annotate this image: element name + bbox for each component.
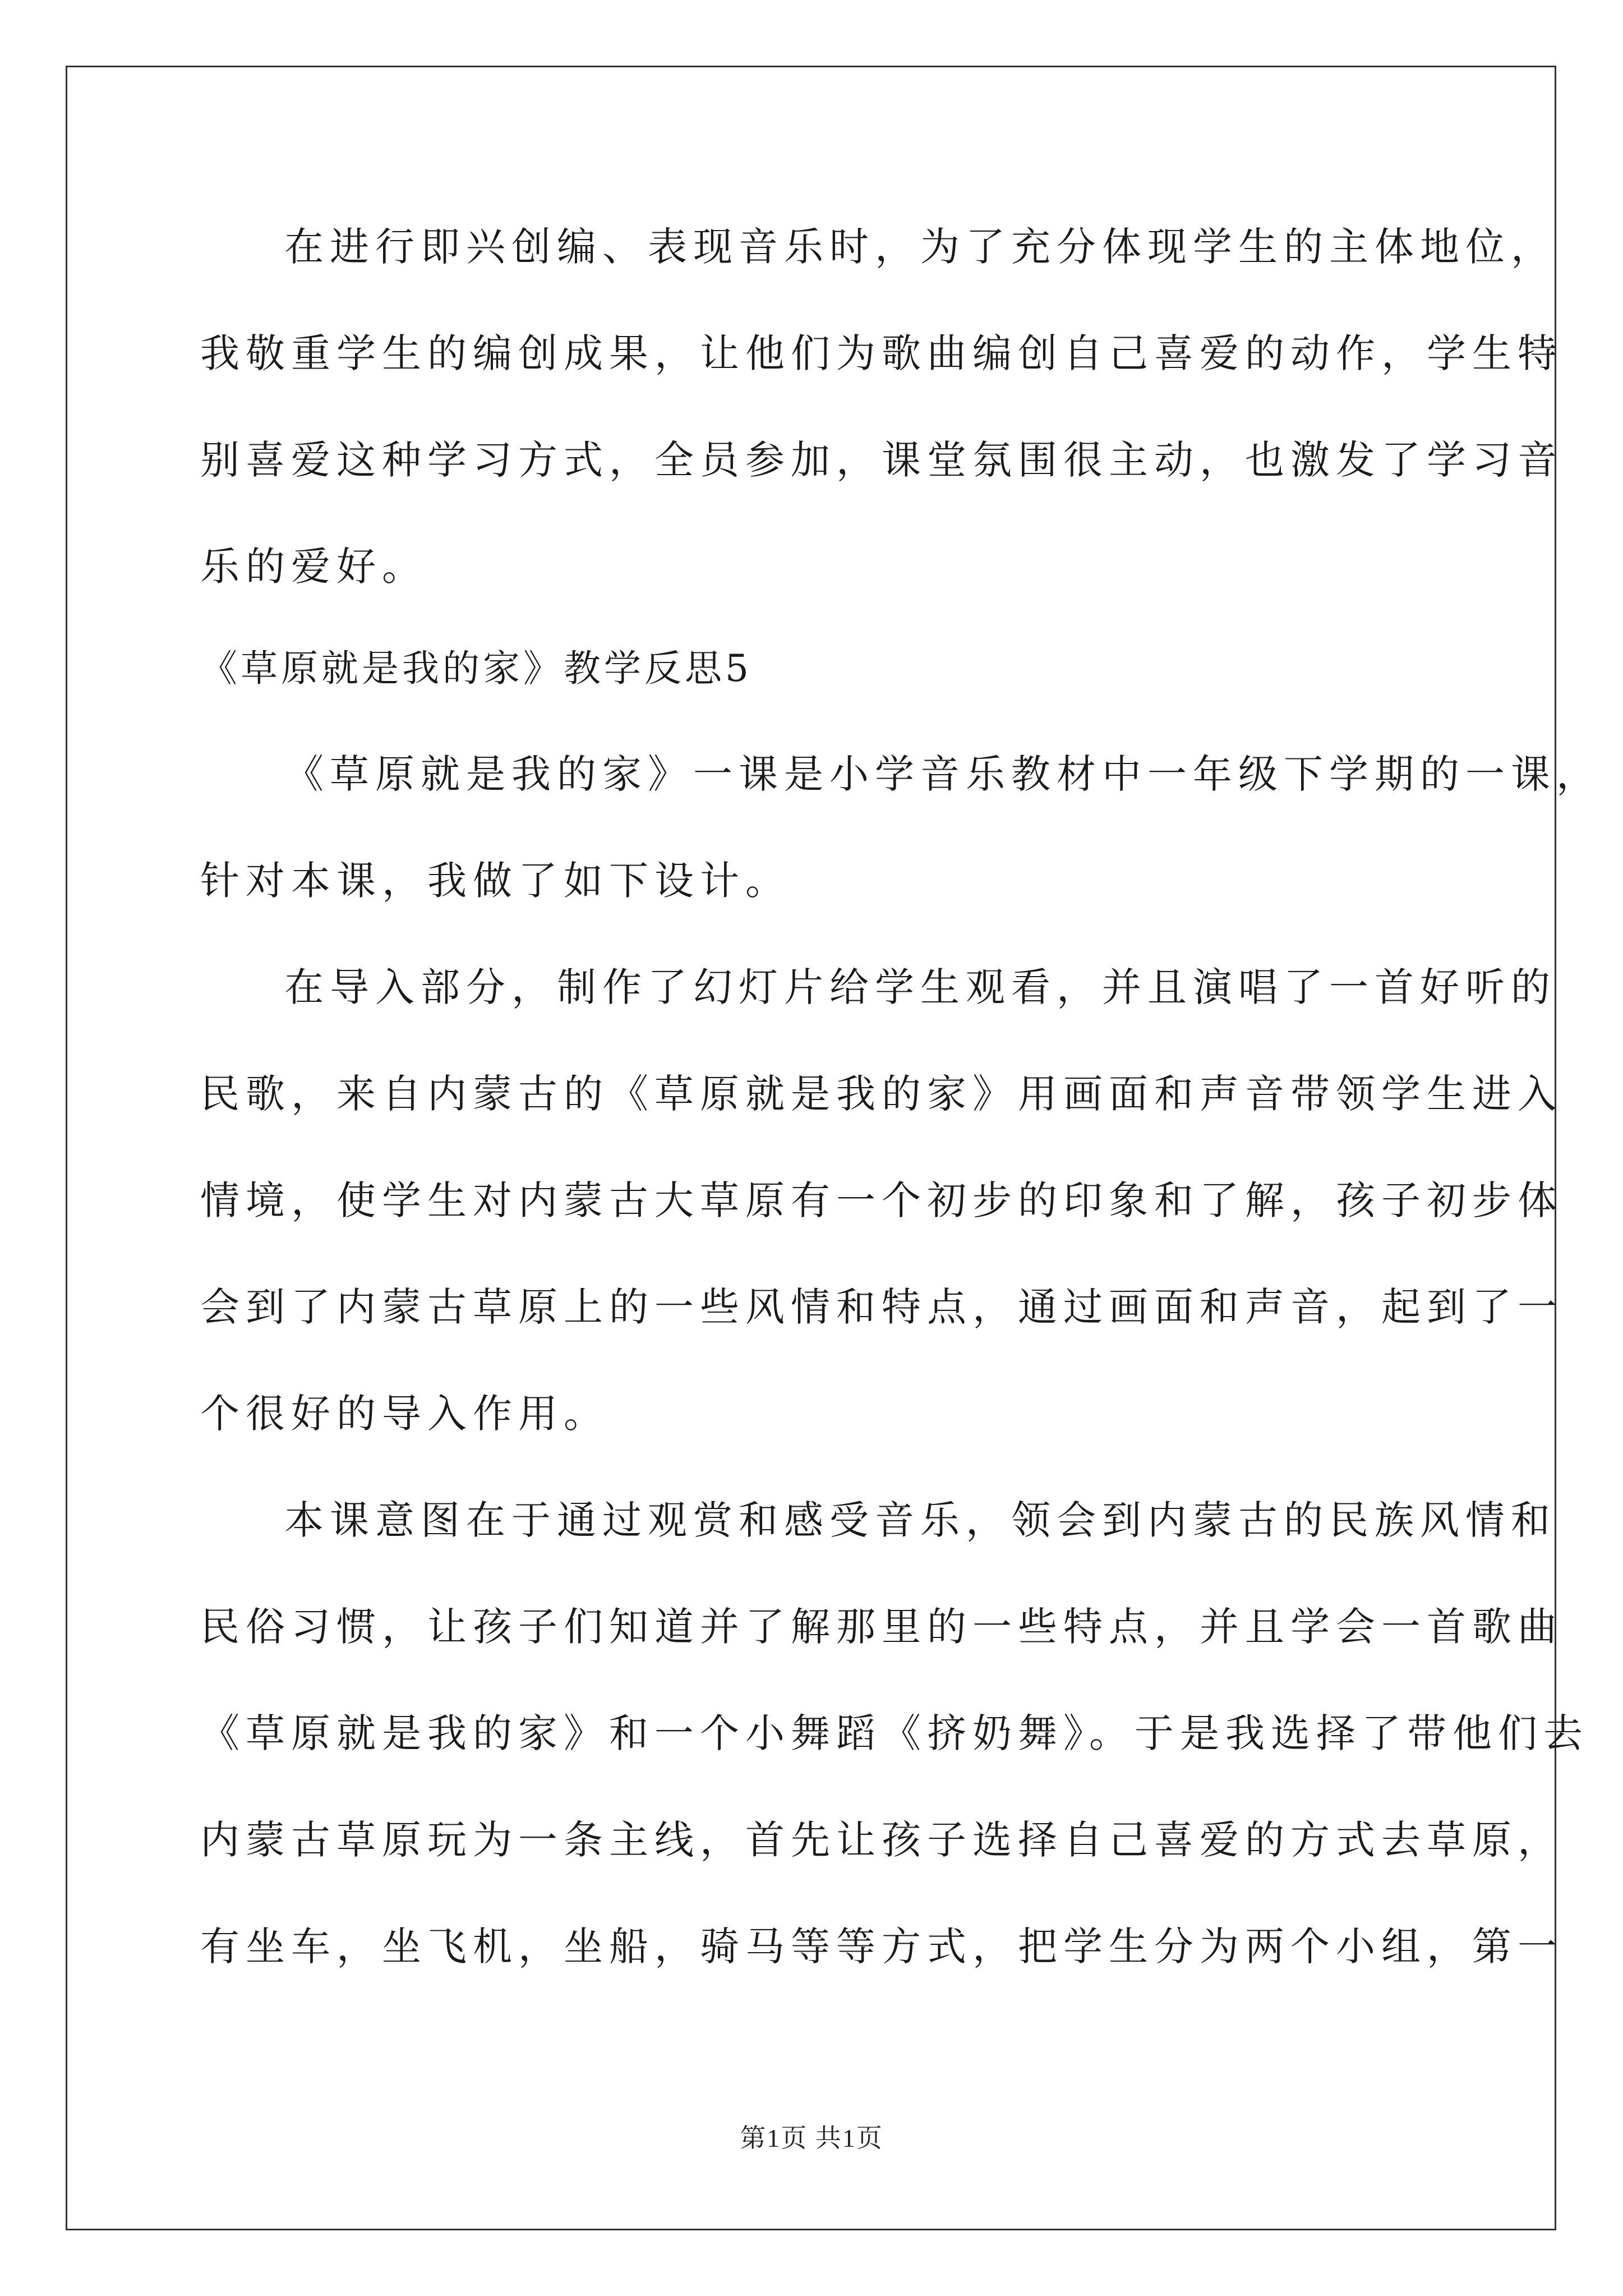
paragraph-4-line-2: 民俗习惯，让孩子们知道并了解那里的一些特点，并且学会一首歌曲 (200, 1604, 1563, 1650)
page-border (66, 66, 1556, 2230)
paragraph-2-line-2: 针对本课，我做了如下设计。 (200, 858, 791, 904)
paragraph-3-line-1: 在导入部分，制作了幻灯片给学生观看，并且演唱了一首好听的 (284, 964, 1556, 1010)
paragraph-3-line-2: 民歌，来自内蒙古的《草原就是我的家》用画面和声音带领学生进入 (200, 1071, 1563, 1117)
paragraph-4-line-3: 《草原就是我的家》和一个小舞蹈《挤奶舞》。于是我选择了带他们去 (200, 1710, 1589, 1756)
paragraph-3-line-3: 情境，使学生对内蒙古大草原有一个初步的印象和了解，孩子初步体 (200, 1177, 1563, 1223)
page-number-footer: 第1页 共1页 (740, 2124, 883, 2152)
paragraph-1-line-2: 我敬重学生的编创成果，让他们为歌曲编创自己喜爱的动作，学生特 (200, 330, 1563, 376)
paragraph-3-line-4: 会到了内蒙古草原上的一些风情和特点，通过画面和声音，起到了一 (200, 1284, 1563, 1330)
paragraph-1-line-3: 别喜爱这种学习方式，全员参加，课堂氛围很主动，也激发了学习音 (200, 437, 1563, 483)
paragraph-4-line-1: 本课意图在于通过观赏和感受音乐，领会到内蒙古的民族风情和 (284, 1497, 1556, 1543)
paragraph-1-line-4: 乐的爱好。 (200, 544, 427, 590)
paragraph-3-line-5: 个很好的导入作用。 (200, 1391, 609, 1437)
section-heading: 《草原就是我的家》教学反思5 (200, 647, 752, 690)
paragraph-1-line-1: 在进行即兴创编、表现音乐时，为了充分体现学生的主体地位， (284, 224, 1556, 270)
paragraph-4-line-4: 内蒙古草原玩为一条主线，首先让孩子选择自己喜爱的方式去草原， (200, 1817, 1563, 1863)
paragraph-4-line-5: 有坐车，坐飞机，坐船，骑马等等方式，把学生分为两个小组，第一 (200, 1924, 1563, 1970)
paragraph-2-line-1: 《草原就是我的家》一课是小学音乐教材中一年级下学期的一课， (284, 751, 1602, 797)
